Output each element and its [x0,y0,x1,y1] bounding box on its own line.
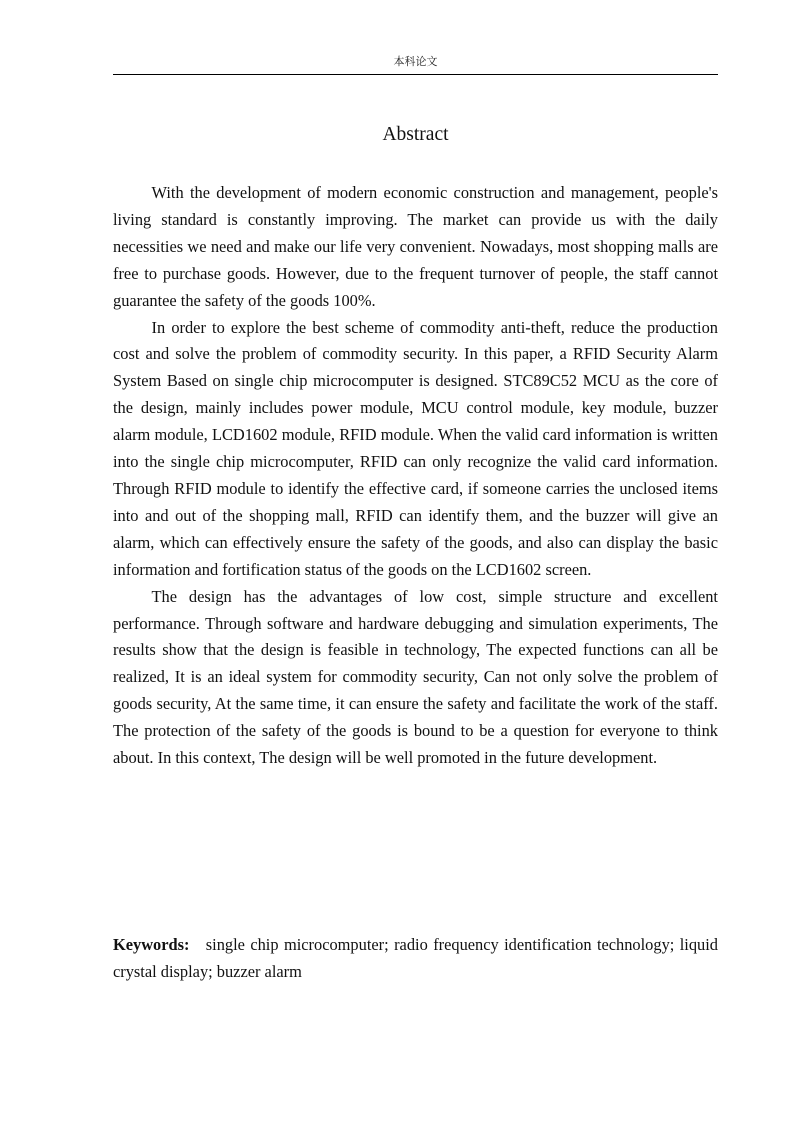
keywords-section [113,931,718,985]
abstract-paragraph-2: In order to explore the best scheme of commodity anti-theft, reduce the production cost and solve the problem of commodity security. In this paper, a RFID Security Alarm System Based on single chip microcomputer is designed. STC89C52 MCU as the core of the design, mainly includes power module, MCU control module, key module, buzzer alarm module, LCD1602 module, RFID module. When the valid card information is written into the single chip microcomputer, RFID can only recognize the valid card information. Through RFID module to identify the effective card, if someone carries the unclosed items into and out of the shopping mall, RFID can identify them, and the buzzer will give an alarm, which can effectively ensure the safety of the goods, and also can display the basic information and fortification status of the goods on the LCD1602 screen. [113,317,718,579]
header-text: 本科论文 [393,56,438,68]
abstract-paragraph-3: The design has the advantages of low cost, simple structure and excellent performance. Through software and hardware debugging and simulation experiments, The results show that the design is feasible in technology, The expected functions can all be realized, It is an ideal system for commodity security, Can not only solve the problem of goods security, At the same time, it can ensure the safety and facilitate the work of the staff. The protection of the safety of the goods is bound to be a question for everyone to think about. In this context, The design will be well promoted in the future development. [113,586,718,768]
abstract-paragraph-1: With the development of modern economic construction and management, people's living standard is constantly improving. The market can provide us with the daily necessities we need and make our life very convenient. Nowadays, most shopping malls are free to purchase goods. However, due to the frequent turnover of people, the staff cannot guarantee the safety of the goods 100%. [113,183,718,310]
abstract-body [113,180,718,772]
keywords-text: single chip microcomputer; radio frequency identification technology; liquid crystal display; buzzer alarm [113,935,718,981]
page-header [113,53,718,75]
abstract-title: Abstract [382,124,449,145]
keywords-label: Keywords: [113,935,190,954]
